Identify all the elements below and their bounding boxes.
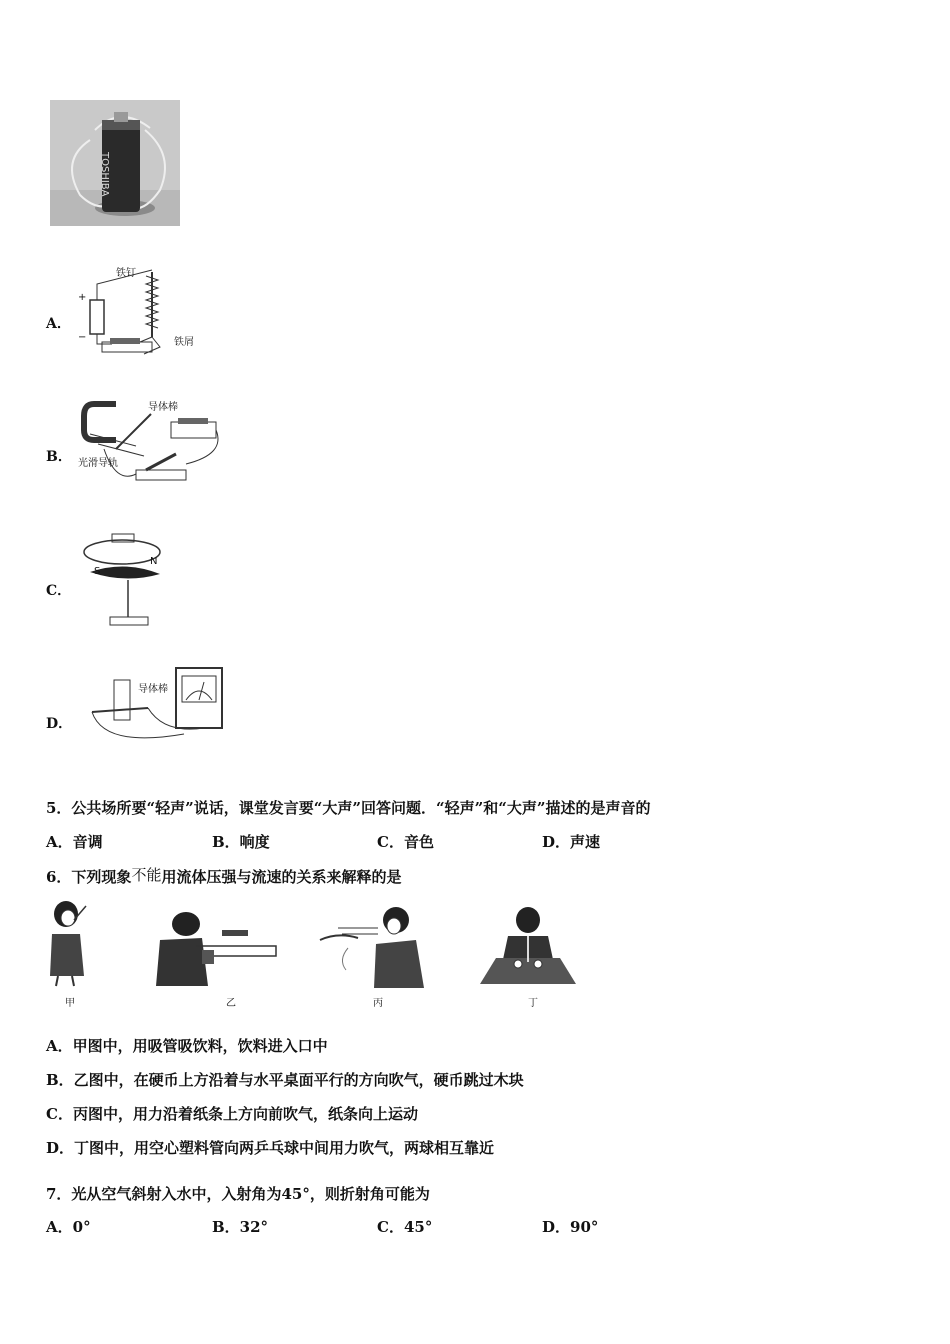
negative-terminal-label: − [78, 332, 87, 343]
q5-option-c: C．音色 [377, 833, 434, 851]
q6-stem [46, 866, 401, 887]
q6-figure-bing [318, 904, 428, 988]
smooth-rail-label: 光滑导轨 [78, 458, 118, 469]
q4-option-b-label: B． [46, 449, 72, 465]
q6-label-bing: 丙 [373, 998, 383, 1009]
q6-figure-jia [44, 898, 104, 988]
q4-option-a-label: A． [46, 316, 71, 332]
q5-option-a: A．音调 [46, 833, 103, 851]
q7-option-c: C．45° [377, 1218, 433, 1236]
galvanometer-figure [84, 664, 234, 750]
iron-filings-label: 铁屑 [174, 337, 194, 348]
q7-option-a: A．0° [46, 1218, 91, 1236]
south-pole-label: S [94, 566, 101, 577]
q5-option-b: B．响度 [212, 833, 270, 851]
battery-coil-photo [50, 100, 180, 226]
positive-terminal-label: + [78, 292, 87, 303]
q7-option-b: B．32° [212, 1218, 269, 1236]
q6-label-jia: 甲 [65, 998, 75, 1009]
q6-option-c: C．丙图中，用力沿着纸条上方向前吹气，纸条向上运动 [46, 1105, 418, 1123]
q6-figure-ding [480, 906, 576, 986]
q6-option-a: A．甲图中，用吸管吸饮料，饮料进入口中 [46, 1037, 328, 1055]
q4-option-d-label: D． [46, 716, 73, 732]
q5-stem: 5．公共场所要“轻声”说话，课堂发言要“大声”回答问题．“轻声”和“大声”描述的是声音的 [46, 799, 651, 817]
q6-stem-prefix: 6．下列现象 [46, 868, 132, 886]
q5-option-d: D．声速 [542, 833, 601, 851]
electromagnet-figure [72, 262, 212, 362]
q7-option-d: D．90° [542, 1218, 599, 1236]
magnet-rail-figure [76, 394, 226, 490]
north-pole-label: N [150, 556, 158, 567]
q6-option-d: D．丁图中，用空心塑料管向两乒乓球中间用力吹气，两球相互靠近 [46, 1139, 495, 1157]
q4-option-c-label: C． [46, 583, 72, 599]
conductor-rod-label: 导体棒 [148, 402, 178, 413]
q6-label-yi: 乙 [226, 998, 236, 1009]
conductor-rod-label-d: 导体棒 [138, 684, 168, 695]
q6-stem-suffix: 用流体压强与流速的关系来解释的是 [161, 868, 402, 886]
q6-label-ding: 丁 [528, 998, 538, 1009]
compass-coil-figure [80, 522, 170, 632]
battery-brand-label: TOSHIBA [99, 152, 110, 197]
q6-stem-emphasis: 不能 [131, 866, 162, 884]
q6-figure-yi [156, 910, 280, 986]
nail-label: 铁钉 [116, 268, 136, 279]
q7-stem: 7．光从空气斜射入水中，入射角为45°，则折射角可能为 [46, 1185, 430, 1203]
q6-option-b: B．乙图中，在硬币上方沿着与水平桌面平行的方向吹气，硬币跳过木块 [46, 1071, 524, 1089]
